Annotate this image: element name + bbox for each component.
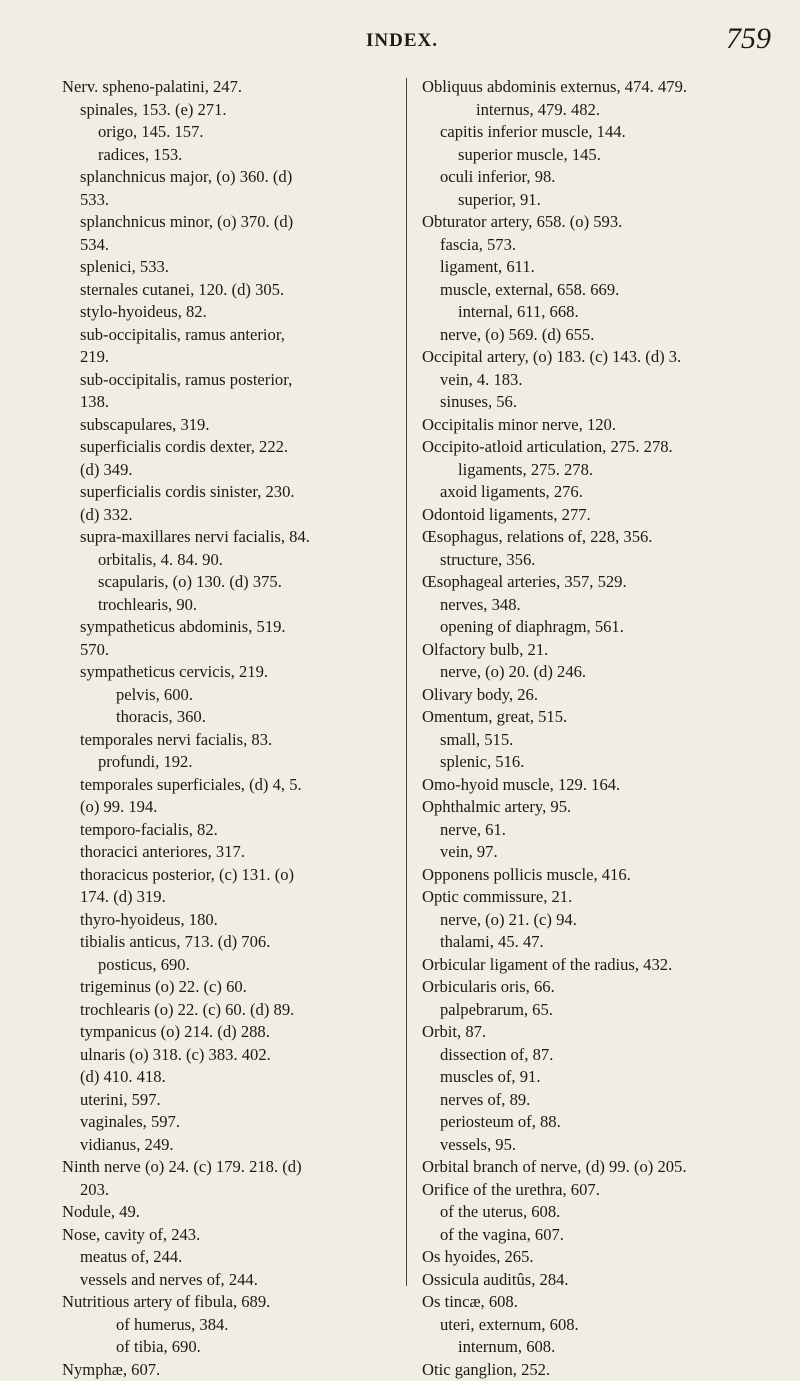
index-entry: Nutritious artery of fibula, 689. bbox=[62, 1291, 402, 1314]
index-subentry: origo, 145. 157. bbox=[62, 121, 402, 144]
index-subentry: oculi inferior, 98. bbox=[422, 166, 762, 189]
index-subentry: capitis inferior muscle, 144. bbox=[422, 121, 762, 144]
index-subentry: fascia, 573. bbox=[422, 234, 762, 257]
index-subentry: temporales superficiales, (d) 4, 5. bbox=[62, 774, 402, 797]
index-entry: Optic commissure, 21. bbox=[422, 886, 762, 909]
index-subentry: orbitalis, 4. 84. 90. bbox=[62, 549, 402, 572]
index-entry: Œsophagus, relations of, 228, 356. bbox=[422, 526, 762, 549]
index-subentry: thalami, 45. 47. bbox=[422, 931, 762, 954]
index-entry: Olivary body, 26. bbox=[422, 684, 762, 707]
index-subentry: splenici, 533. bbox=[62, 256, 402, 279]
index-subentry: stylo-hyoideus, 82. bbox=[62, 301, 402, 324]
index-entry: Os tincæ, 608. bbox=[422, 1291, 762, 1314]
index-subentry: pelvis, 600. bbox=[62, 684, 402, 707]
index-entry: Orbicularis oris, 66. bbox=[422, 976, 762, 999]
index-entry: Orbital branch of nerve, (d) 99. (o) 205. bbox=[422, 1156, 762, 1179]
index-subentry: (d) 349. bbox=[62, 459, 402, 482]
index-subentry: of the uterus, 608. bbox=[422, 1201, 762, 1224]
index-subentry: splanchnicus major, (o) 360. (d) bbox=[62, 166, 402, 189]
index-subentry: sinuses, 56. bbox=[422, 391, 762, 414]
index-subentry: ligament, 611. bbox=[422, 256, 762, 279]
index-subentry: small, 515. bbox=[422, 729, 762, 752]
page-number: 759 bbox=[726, 22, 771, 56]
index-column-right bbox=[422, 76, 762, 1381]
index-subentry: spinales, 153. (e) 271. bbox=[62, 99, 402, 122]
page-header bbox=[0, 20, 800, 60]
index-subentry: thoracicus posterior, (c) 131. (o) bbox=[62, 864, 402, 887]
index-subentry: supra-maxillares nervi facialis, 84. bbox=[62, 526, 402, 549]
index-entry: Obturator artery, 658. (o) 593. bbox=[422, 211, 762, 234]
index-entry: Nymphæ, 607. bbox=[62, 1359, 402, 1381]
index-subentry: thoracici anteriores, 317. bbox=[62, 841, 402, 864]
index-subentry: opening of diaphragm, 561. bbox=[422, 616, 762, 639]
index-subentry: 138. bbox=[62, 391, 402, 414]
index-subentry: ligaments, 275. 278. bbox=[422, 459, 762, 482]
index-subentry: ulnaris (o) 318. (c) 383. 402. bbox=[62, 1044, 402, 1067]
index-subentry: superficialis cordis dexter, 222. bbox=[62, 436, 402, 459]
index-subentry: trochlearis, 90. bbox=[62, 594, 402, 617]
index-entry: Omentum, great, 515. bbox=[422, 706, 762, 729]
index-subentry: internal, 611, 668. bbox=[422, 301, 762, 324]
index-subentry: splanchnicus minor, (o) 370. (d) bbox=[62, 211, 402, 234]
index-subentry: vidianus, 249. bbox=[62, 1134, 402, 1157]
index-subentry: (d) 332. bbox=[62, 504, 402, 527]
index-entry: Ossicula auditûs, 284. bbox=[422, 1269, 762, 1292]
running-head: INDEX. bbox=[366, 30, 438, 52]
index-subentry: thoracis, 360. bbox=[62, 706, 402, 729]
index-subentry: palpebrarum, 65. bbox=[422, 999, 762, 1022]
index-subentry: nerve, (o) 569. (d) 655. bbox=[422, 324, 762, 347]
index-subentry: nerve, (o) 21. (c) 94. bbox=[422, 909, 762, 932]
index-subentry: dissection of, 87. bbox=[422, 1044, 762, 1067]
index-subentry: radices, 153. bbox=[62, 144, 402, 167]
index-subentry: nerves of, 89. bbox=[422, 1089, 762, 1112]
index-subentry: axoid ligaments, 276. bbox=[422, 481, 762, 504]
index-entry: Œsophageal arteries, 357, 529. bbox=[422, 571, 762, 594]
index-subentry: of tibia, 690. bbox=[62, 1336, 402, 1359]
index-entry: Omo-hyoid muscle, 129. 164. bbox=[422, 774, 762, 797]
index-subentry: muscles of, 91. bbox=[422, 1066, 762, 1089]
index-subentry: vessels and nerves of, 244. bbox=[62, 1269, 402, 1292]
index-entry: Ninth nerve (o) 24. (c) 179. 218. (d) bbox=[62, 1156, 402, 1179]
index-entry: Odontoid ligaments, 277. bbox=[422, 504, 762, 527]
index-entry: Obliquus abdominis externus, 474. 479. bbox=[422, 76, 762, 99]
index-subentry: posticus, 690. bbox=[62, 954, 402, 977]
index-subentry: 203. bbox=[62, 1179, 402, 1202]
index-subentry: of the vagina, 607. bbox=[422, 1224, 762, 1247]
index-subentry: 174. (d) 319. bbox=[62, 886, 402, 909]
index-subentry: temporales nervi facialis, 83. bbox=[62, 729, 402, 752]
index-entry: Orifice of the urethra, 607. bbox=[422, 1179, 762, 1202]
index-subentry: 570. bbox=[62, 639, 402, 662]
index-subentry: structure, 356. bbox=[422, 549, 762, 572]
index-subentry: nerve, (o) 20. (d) 246. bbox=[422, 661, 762, 684]
index-entry: Os hyoides, 265. bbox=[422, 1246, 762, 1269]
index-subentry: nerve, 61. bbox=[422, 819, 762, 842]
index-subentry: sympatheticus cervicis, 219. bbox=[62, 661, 402, 684]
index-entry: Ophthalmic artery, 95. bbox=[422, 796, 762, 819]
index-subentry: vein, 97. bbox=[422, 841, 762, 864]
column-divider bbox=[406, 78, 407, 1286]
index-entry: Occipitalis minor nerve, 120. bbox=[422, 414, 762, 437]
index-entry: Nodule, 49. bbox=[62, 1201, 402, 1224]
index-subentry: scapularis, (o) 130. (d) 375. bbox=[62, 571, 402, 594]
index-subentry: thyro-hyoideus, 180. bbox=[62, 909, 402, 932]
index-subentry: meatus of, 244. bbox=[62, 1246, 402, 1269]
index-subentry: of humerus, 384. bbox=[62, 1314, 402, 1337]
index-subentry: nerves, 348. bbox=[422, 594, 762, 617]
index-entry: Orbit, 87. bbox=[422, 1021, 762, 1044]
index-subentry: splenic, 516. bbox=[422, 751, 762, 774]
index-subentry: 533. bbox=[62, 189, 402, 212]
index-entry: Orbicular ligament of the radius, 432. bbox=[422, 954, 762, 977]
index-entry: Nerv. spheno-palatini, 247. bbox=[62, 76, 402, 99]
index-subentry: tibialis anticus, 713. (d) 706. bbox=[62, 931, 402, 954]
index-subentry: 534. bbox=[62, 234, 402, 257]
index-entry: Olfactory bulb, 21. bbox=[422, 639, 762, 662]
index-subentry: superior, 91. bbox=[422, 189, 762, 212]
index-entry: Nose, cavity of, 243. bbox=[62, 1224, 402, 1247]
index-subentry: trigeminus (o) 22. (c) 60. bbox=[62, 976, 402, 999]
index-subentry: periosteum of, 88. bbox=[422, 1111, 762, 1134]
index-subentry: internum, 608. bbox=[422, 1336, 762, 1359]
index-subentry: internus, 479. 482. bbox=[422, 99, 762, 122]
index-subentry: uteri, externum, 608. bbox=[422, 1314, 762, 1337]
index-subentry: sternales cutanei, 120. (d) 305. bbox=[62, 279, 402, 302]
index-subentry: (o) 99. 194. bbox=[62, 796, 402, 819]
index-subentry: profundi, 192. bbox=[62, 751, 402, 774]
index-subentry: uterini, 597. bbox=[62, 1089, 402, 1112]
index-entry: Occipital artery, (o) 183. (c) 143. (d) 3. bbox=[422, 346, 762, 369]
index-subentry: vein, 4. 183. bbox=[422, 369, 762, 392]
index-subentry: superficialis cordis sinister, 230. bbox=[62, 481, 402, 504]
index-subentry: superior muscle, 145. bbox=[422, 144, 762, 167]
index-subentry: sub-occipitalis, ramus posterior, bbox=[62, 369, 402, 392]
index-subentry: sub-occipitalis, ramus anterior, bbox=[62, 324, 402, 347]
index-subentry: 219. bbox=[62, 346, 402, 369]
index-subentry: vessels, 95. bbox=[422, 1134, 762, 1157]
index-subentry: muscle, external, 658. 669. bbox=[422, 279, 762, 302]
index-subentry: trochlearis (o) 22. (c) 60. (d) 89. bbox=[62, 999, 402, 1022]
index-subentry: tympanicus (o) 214. (d) 288. bbox=[62, 1021, 402, 1044]
index-entry: Opponens pollicis muscle, 416. bbox=[422, 864, 762, 887]
index-subentry: (d) 410. 418. bbox=[62, 1066, 402, 1089]
index-subentry: subscapulares, 319. bbox=[62, 414, 402, 437]
index-entry: Occipito-atloid articulation, 275. 278. bbox=[422, 436, 762, 459]
index-entry: Otic ganglion, 252. bbox=[422, 1359, 762, 1381]
index-subentry: vaginales, 597. bbox=[62, 1111, 402, 1134]
index-subentry: sympatheticus abdominis, 519. bbox=[62, 616, 402, 639]
index-subentry: temporo-facialis, 82. bbox=[62, 819, 402, 842]
index-column-left bbox=[62, 76, 402, 1381]
